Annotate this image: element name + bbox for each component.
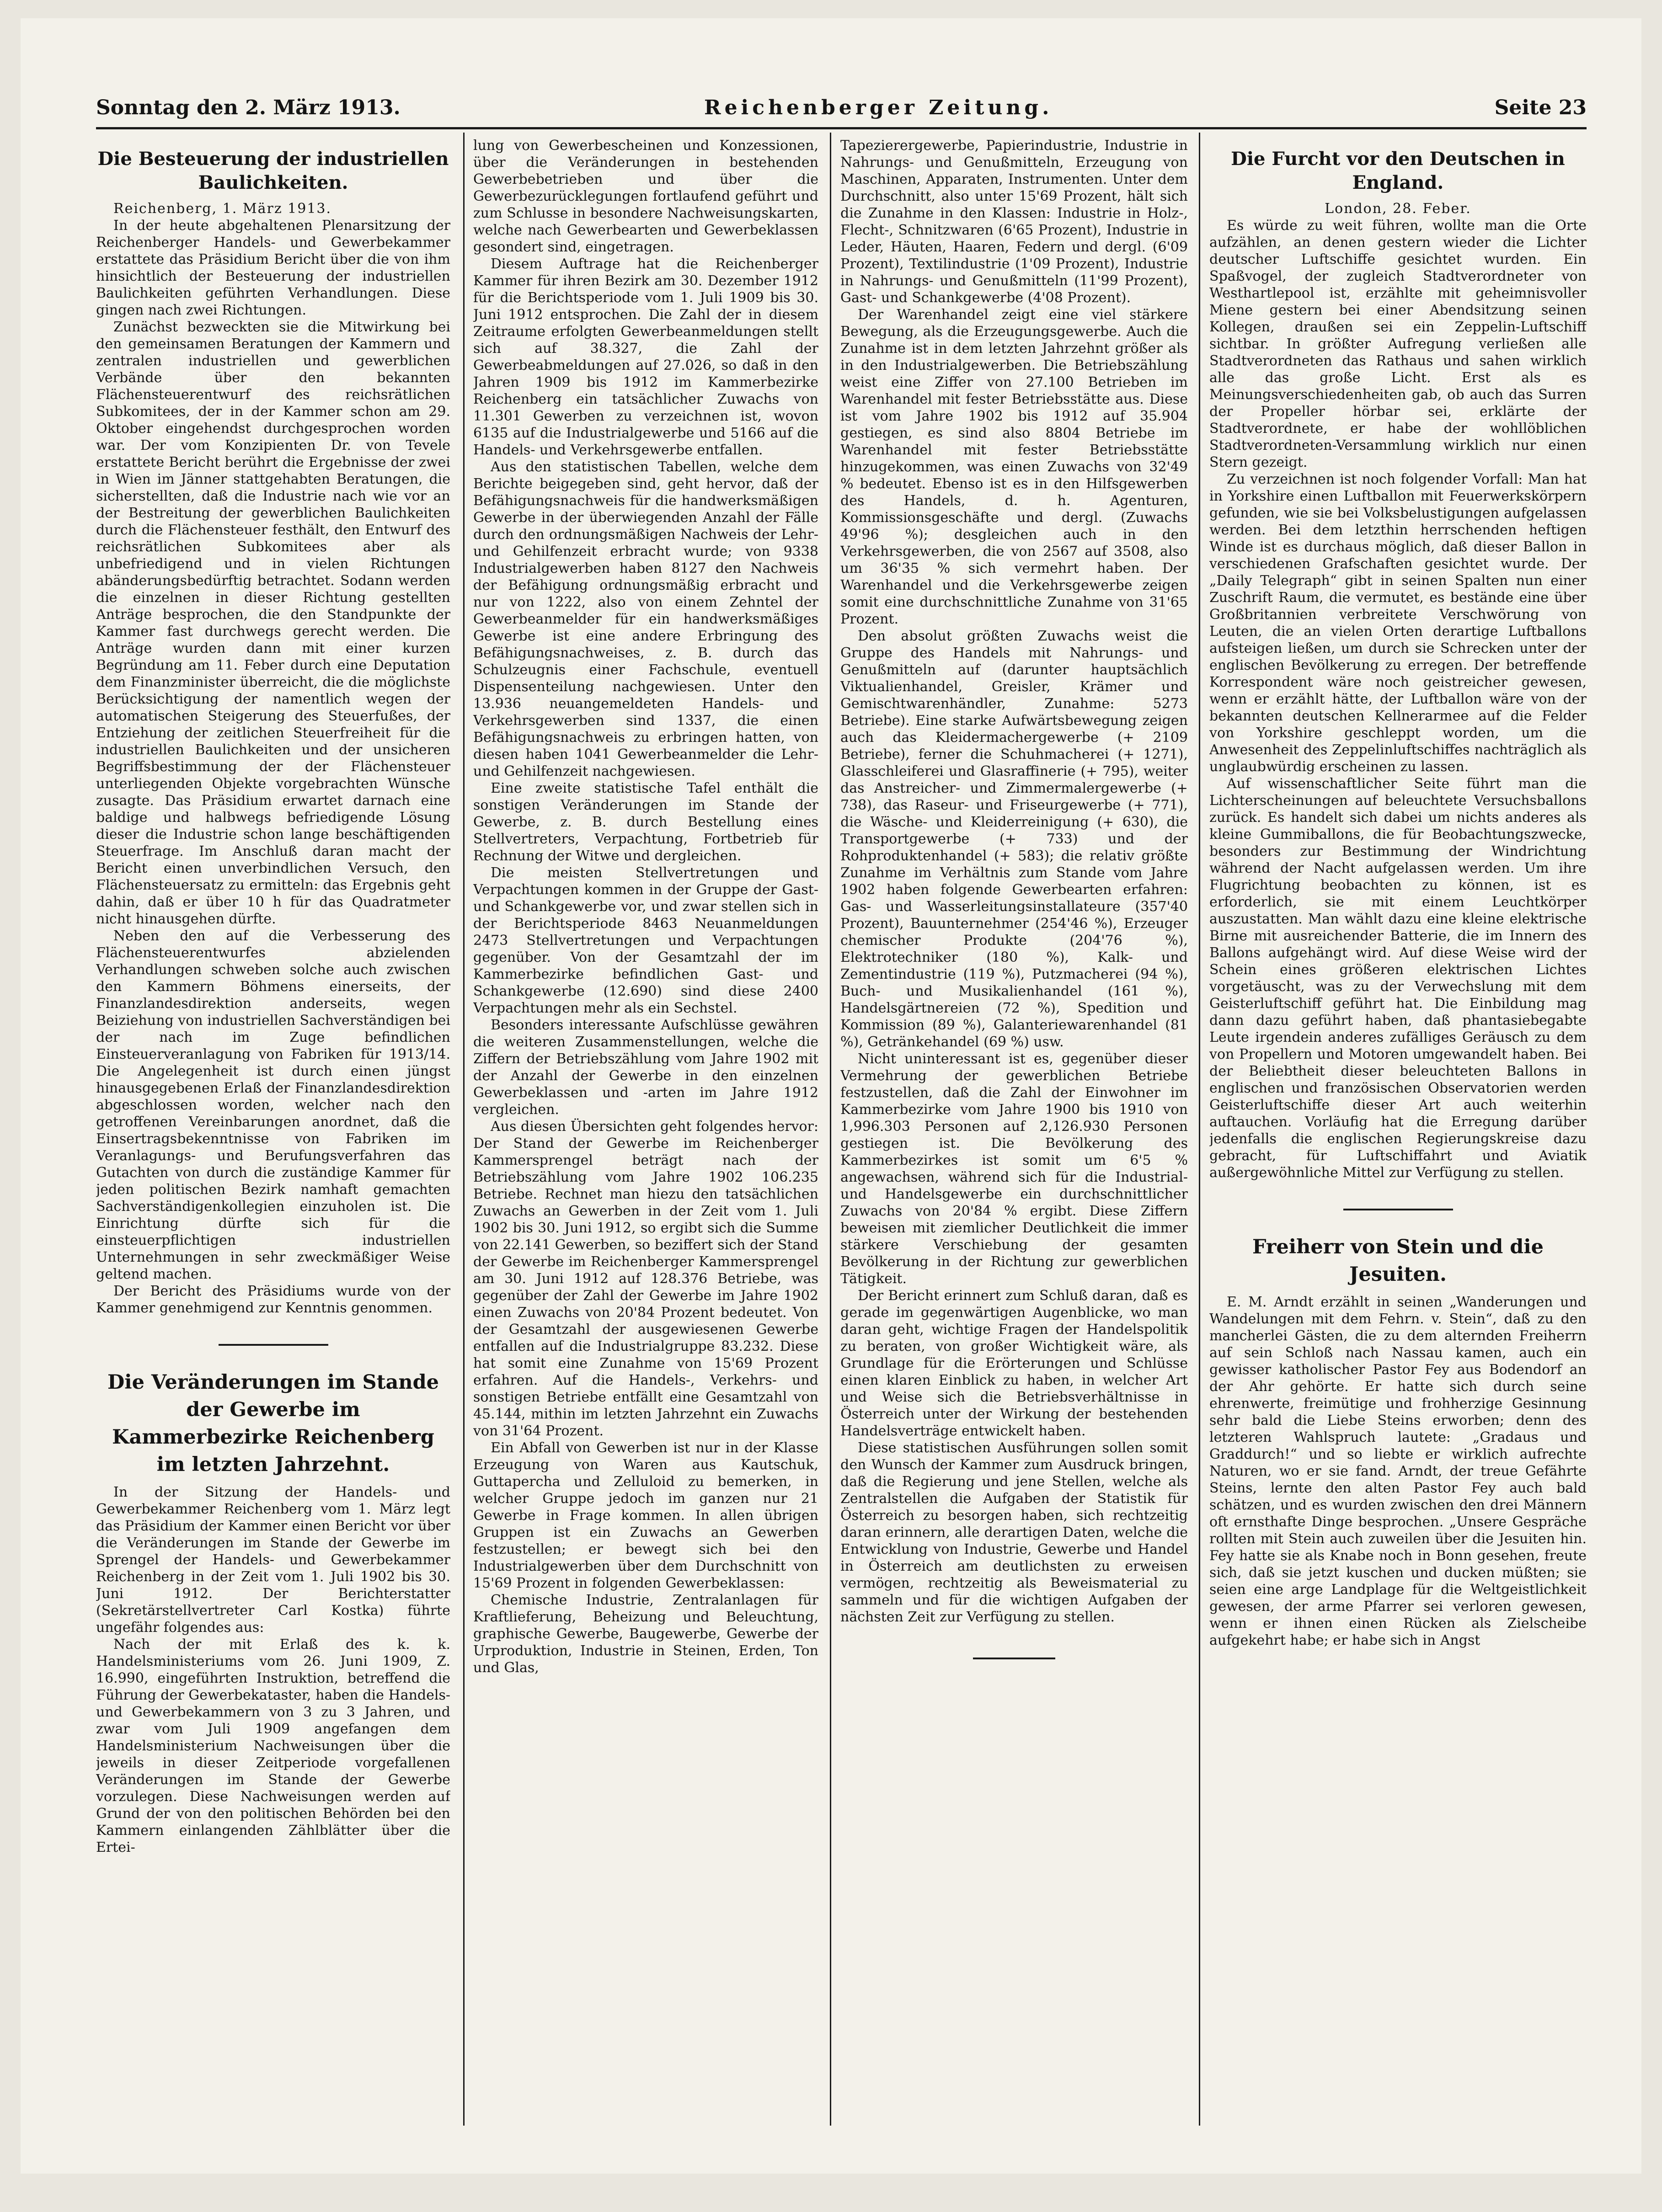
- masthead-title: Reichenberger Zeitung.: [704, 96, 1053, 119]
- article-end-rule: [973, 1658, 1055, 1659]
- article-separator: [219, 1344, 328, 1346]
- column-3: [840, 137, 1188, 2126]
- article-heading: Die Furcht vor den Deutschen in England.: [1231, 148, 1565, 193]
- article-paragraph: Der Warenhandel zeigt eine viel stärkere Bewegung, als die Erzeugungsgewerbe. Auch die Zunahme ist in dem letzten Jahrzehnt größer als in den Industrialgewerben. Die Betriebszählung weist eine Ziffer von 27.100 Betrieben im Warenhandel mit fester Betriebsstätte aus. Diese ist vom Jahre 1902 bis 1912 auf 35.904 gestiegen, es sind also 8804 Betriebe im Warenhandel mit fester Betriebsstätte hinzugekommen, was einen Zuwachs von 32'49 % bedeutet. Ebenso ist es in den Hilfsgewerben des Handels, d. h. Agenturen, Kommissionsgeschäfte und dergl. (Zuwachs 49'96 %); desgleichen auch in den Verkehrsgewerben, die von 2567 auf 3508, also um 36'35 % sich vermehrt haben. Der Warenhandel und die Verkehrsgewerbe zeigen somit eine durchschnittliche Zunahme von 31'65 Prozent.: [840, 307, 1188, 627]
- article-paragraph: Der Bericht erinnert zum Schluß daran, daß es gerade im gegenwärtigen Augenblicke, wo man daran geht, wichtige Fragen der Handelspolitik zu beraten, von großer Wichtigkeit wäre, als Grundlage für die Erörterungen und Schlüsse einen klaren Einblick zu haben, in welcher Art und Weise sich die Betriebsverhältnisse in Österreich unter der Wirkung der bestehenden Handelsverträge entwickelt haben.: [840, 1288, 1188, 1439]
- column-4: [1209, 137, 1587, 2126]
- issue-date: Sonntag den 2. März 1913.: [96, 96, 401, 119]
- article-paragraph: Aus den statistischen Tabellen, welche dem Berichte beigegeben sind, geht hervor, daß der Befähigungsnachweis für die handwerksmäßigen Gewerbe in der überwiegenden Anzahl der Fälle durch den ordnungsmäßigen Nachweis der Lehr- und Gehilfenzeit erbracht wurde; von 9338 Industrialgewerben haben 8127 den Nachweis der Befähigung ordnungsmäßig erbracht und nur von 1222, also von einem Zehntel der Gewerbeanmelder für ein handwerksmäßiges Gewerbe ist eine andere Erbringung des Befähigungsnachweises, z. B. durch das Schulzeugnis einer Fachschule, eventuell Dispensenteilung nachgewiesen. Unter den 13.936 neuangemeldeten Handels- und Verkehrsgewerben sind 1337, die einen Befähigungsnachweis zu erbringen hatten, von diesen haben 1041 Gewerbeanmelder die Lehr- und Gehilfenzeit nachgewiesen.: [473, 459, 818, 779]
- column-divider: [830, 133, 831, 2126]
- article-paragraph: In der Sitzung der Handels- und Gewerbekammer Reichenberg vom 1. März legt das Präsidium der Kammer einen Bericht vor über die Veränderungen im Stande der Gewerbe im Sprengel der Handels- und Gewerbekammer Reichenberg in der Zeit vom 1. Juli 1902 bis 30. Juni 1912. Der Berichterstatter (Sekretärstellvertreter Carl Kostka) führte ungefähr folgendes aus:: [96, 1484, 450, 1636]
- column-divider: [1199, 133, 1200, 2126]
- article-paragraph: Es würde zu weit führen, wollte man die Orte aufzählen, an denen gestern wieder die Lichter deutscher Luftschiffe gesichtet wurden. Ein Spaßvogel, der zugleich Stadtverordneter von Westhartlepool ist, erzählte mit geheimnisvoller Miene gestern bei einer Abendsitzung seinen Kollegen, draußen sei ein Zeppelin-Luftschiff sichtbar. In größter Aufregung verließen alle Stadtverordneten das Rathaus und sahen wirklich alle das große Licht. Erst als es Meinungsverschiedenheiten gab, ob auch das Surren der Propeller hörbar sei, erklärte der Stadtverordnete, er habe der wohllöblichen Stadtverordneten-Versammlung wirklich nur einen Stern gezeigt.: [1209, 218, 1587, 470]
- article-heading: Die Veränderungen im Stande der Gewerbe im Kammerbezirke Reichenberg im letzten Jahrzehnt.: [107, 1371, 439, 1476]
- article-paragraph: Eine zweite statistische Tafel enthält die sonstigen Veränderungen im Stande der Gewerbe, z. B. durch Bestellung eines Stellvertreters, Verpachtung, Fortbetrieb für Rechnung der Witwe und dergleichen.: [473, 780, 818, 864]
- article-dateline: London, 28. Feber.: [1325, 201, 1471, 217]
- article-heading: Die Besteuerung der industriellen Baulichkeiten.: [97, 148, 449, 193]
- article-paragraph: Den absolut größten Zuwachs weist die Gruppe des Handels mit Nahrungs- und Genußmitteln auf (darunter hauptsächlich Viktualienhandel, Greisler, Krämer und Gemischtwarenhändler, Zunahme: 5273 Betriebe). Eine starke Aufwärtsbewegung zeigen auch das Kleidermachergewerbe (+ 2109 Betriebe), ferner die Schuhmacherei (+ 1271), Glasschleiferei und Glasraffinerie (+ 795), weiter das Anstreicher- und Zimmermalergewerbe (+ 738), das Raseur- und Friseurgewerbe (+ 771), die Wäsche- und Kleiderreinigung (+ 630), die Transportgewerbe (+ 733) und der Rohproduktenhandel (+ 583); die relativ größte Zunahme im Verhältnis zum Stande vom Jahre 1902 haben folgende Gewerbearten erfahren: Gas- und Wasserleitungsinstallateure (357'40 Prozent), Bauunternehmer (254'46 %), Erzeuger chemischer Produkte (204'76 %), Elektrotechniker (180 %), Kalk- und Zementindustrie (119 %), Putzmacherei (94 %), Buch- und Musikalienhandel (161 %), Handelsgärtnereien (72 %), Spedition und Kommission (89 %), Galanteriewarenhandel (81 %), Getränkehandel (69 %) usw.: [840, 628, 1188, 1050]
- article-paragraph: Nach der mit Erlaß des k. k. Handelsministeriums vom 26. Juni 1909, Z. 16.990, eingeführten Instruktion, betreffend die Führung der Gewerbekataster, haben die Handels- und Gewerbekammern von 3 zu 3 Jahren, und zwar vom Juli 1909 angefangen dem Handelsministerium Nachweisungen über die jeweils in dieser Zeitperiode vorgefallenen Veränderungen im Stande der Gewerbe vorzulegen. Diese Nachweisungen werden auf Grund der von den politischen Behörden bei den Kammern einlangenden Zählblätter über die Ertei-: [96, 1636, 450, 1855]
- article-paragraph: E. M. Arndt erzählt in seinen „Wanderungen und Wandelungen mit dem Fehrn. v. Stein“, daß zu den mancherlei Gästen, die zu dem alternden Freiherrn auf sein Schloß nach Nassau kamen, auch ein gewisser katholischer Pastor Fey aus Bodendorf an der Ahr gehörte. Er hatte sich durch seine ehrenwerte, freimütige und frohherzige Gesinnung sehr bald die Liebe Steins erworben; denn des letzteren Wahlspruch lautete: „Gradaus und Graddurch!“ und so liebte er wirklich aufrechte Naturen, wo er sie fand. Arndt, der treue Gefährte Steins, lernte den alten Pastor Fey auch bald schätzen, und es wurden zwischen den drei Männern oft ernsthafte Dinge besprochen. „Unsere Gespräche rollten mit Stein auch zuweilen über die Jesuiten hin. Fey hatte sie als Knabe noch in Bonn gesehen, freute sich, daß sie jetzt kuschen und ducken müßten; sie seien eine arge Landplage für die Weltgeistlichkeit gewesen, der arme Pfarrer sei verloren gewesen, wenn er ihnen einen Rücken als Zielscheibe aufgekehrt habe; er habe sich in Angst: [1209, 1294, 1587, 1648]
- article-separator: [1343, 1209, 1453, 1210]
- column-divider: [463, 133, 465, 2126]
- article-paragraph: lung von Gewerbescheinen und Konzessionen, über die Veränderungen in bestehenden Gewerbebetrieben und über die Gewerbezurücklegungen fortlaufend geführt und zum Schlusse in besondere Nachweisungskarten, welche nach Gewerbearten und Gewerbeklassen gesondert sind, eingetragen.: [473, 138, 818, 255]
- newspaper-page: [21, 18, 1641, 2174]
- page-header: [96, 87, 1587, 126]
- header-rule: [96, 127, 1587, 129]
- article-paragraph: Aus diesen Übersichten geht folgendes hervor: Der Stand der Gewerbe im Reichenberger Kammersprengel beträgt nach der Betriebszählung vom Jahre 1902 106.235 Betriebe. Rechnet man hiezu den tatsächlichen Zuwachs an Gewerben in der Zeit vom 1. Juli 1902 bis 30. Juni 1912, so ergibt sich die Summe von 22.141 Gewerben, so beziffert sich der Stand der Gewerbe im Reichenberger Kammersprengel am 30. Juni 1912 auf 128.376 Betriebe, was gegenüber der Zahl der Gewerbe im Jahre 1902 einen Zuwachs von 20'84 Prozent bedeutet. Von der Gesamtzahl der ausgewiesenen Gewerbe entfallen auf die Industrialgruppe 83.232. Diese hat somit eine Zunahme von 15'69 Prozent erfahren. Auf die Handels-, Verkehrs- und sonstigen Betriebe entfällt eine Gesamtzahl von 45.144, mithin im letzten Jahrzehnt ein Zuwachs von 31'64 Prozent.: [473, 1119, 818, 1439]
- page-number: Seite 23: [1494, 96, 1587, 119]
- article-paragraph: Chemische Industrie, Zentralanlagen für Kraftlieferung, Beheizung und Beleuchtung, graphische Gewerbe, Baugewerbe, Gewerbe der Urproduktion, Industrie in Steinen, Erden, Ton und Glas,: [473, 1592, 818, 1676]
- article-heading: Freiherr von Stein und die Jesuiten.: [1252, 1236, 1544, 1286]
- article-paragraph: Die meisten Stellvertretungen und Verpachtungen kommen in der Gruppe der Gast- und Schankgewerbe vor, und zwar stellen sich in der Berichtsperiode 8463 Neuanmeldungen 2473 Stellvertretungen und Verpachtungen gegenüber. Von der Gesamtzahl der im Kammerbezirke befindlichen Gast- und Schankgewerbe (12.690) sind diese 2400 Verpachtungen mehr als ein Sechstel.: [473, 865, 818, 1016]
- article-paragraph: Der Bericht des Präsidiums wurde von der Kammer genehmigend zur Kenntnis genommen.: [96, 1283, 450, 1316]
- article-dateline: Reichenberg, 1. März 1913.: [113, 201, 332, 217]
- article-paragraph: Zunächst bezweckten sie die Mitwirkung bei den gemeinsamen Beratungen der Kammern und zentralen industriellen und gewerblichen Verbände über den bekannten Flächensteuerentwurf des reichsrätlichen Subkomitees, der in der Kammer schon am 29. Oktober eingehendst durchgesprochen worden war. Der vom Konzipienten Dr. von Tevele erstattete Bericht berührt die Ergebnisse der zwei in Wien im Jänner stattgehabten Beratungen, die sicherstellten, daß die Industrie nach wie vor an der Bestreitung der gewerblichen Baulichkeiten durch die Flächensteuer festhält, den Entwurf des reichsrätlichen Subkomitees aber als unbefriedigend und in vielen Richtungen abänderungsbedürftig betrachtet. Sodann werden die einzelnen in dieser Richtung gestellten Anträge besprochen, die den Standpunkte der Kammer fast durchwegs gerecht werden. Die Anträge wurden dann mit einer kurzen Begründung am 11. Feber durch eine Deputation dem Finanzminister überreicht, die die möglichste Berücksichtigung der namentlich wegen der automatischen Steigerung des Steuerfußes, der Entziehung der zeitlichen Steuerfreiheit für die industriellen Baulichkeiten und der unsicheren Begriffsbestimmung der der Flächensteuer unterliegenden Objekte vorgebrachten Wünsche zusagte. Das Präsidium erwartet darnach eine baldige und halbwegs befriedigende Lösung dieser die Industrie schon lange beschäftigenden Steuerfrage. Im Anschluß daran macht der Bericht einen unverbindlichen Versuch, den Flächensteuersatz zu ermitteln: das Ergebnis geht dahin, daß er über 10 h für das Quadratmeter nicht hinausgehen dürfte.: [96, 319, 450, 927]
- article-paragraph: Auf wissenschaftlicher Seite führt man die Lichterscheinungen auf beleuchtete Versuchsballons zurück. Es handelt sich dabei um nichts anderes als kleine Gummiballons, die für Beobachtungszwecke, besonders zur Bestimmung der Windrichtung während der Nacht aufgelassen werden. Um ihre Flugrichtung beobachten zu können, ist es erforderlich, sie mit einem Leuchtkörper auszustatten. Man wählt dazu eine kleine elektrische Birne mit ausreichender Batterie, die im Innern des Ballons aufgehängt wird. Auf diese Weise wird der Schein eines größeren elektrischen Lichtes vorgetäuscht, was zu der Verwechslung mit dem Geisterluftschiff geführt hat. Die Einbildung mag dann dazu geführt haben, daß phantasiebegabte Leute irgendein anderes zufälliges Geräusch zu dem von Propellern und Motoren umgewandelt haben. Bei der Beliebtheit dieser beleuchteten Ballons in englischen und französischen Observatorien werden Geisterluftschiffe dieser Art auch weiterhin auftauchen. Vorläufig hat die Erregung darüber jedenfalls die englischen Regierungskreise dazu gebracht, für Luftschiffahrt und Aviatik außergewöhnliche Mittel zur Verfügung zu stellen.: [1209, 776, 1587, 1181]
- article-paragraph: Ein Abfall von Gewerben ist nur in der Klasse Erzeugung von Waren aus Kautschuk, Guttapercha und Zelluloid zu bemerken, in welcher Gruppe jedoch im ganzen nur 21 Gewerbe in Frage kommen. In allen übrigen Gruppen ist ein Zuwachs an Gewerben festzustellen; er bewegt sich bei den Industrialgewerben über dem Durchschnitt von 15'69 Prozent in folgenden Gewerbeklassen:: [473, 1440, 818, 1591]
- article-paragraph: Nicht uninteressant ist es, gegenüber dieser Vermehrung der gewerblichen Betriebe festzustellen, daß die Zahl der Einwohner im Kammerbezirke vom Jahre 1900 bis 1910 von 1,996.303 Personen auf 2,126.930 Personen gestiegen ist. Die Bevölkerung des Kammerbezirkes ist somit um 6'5 % angewachsen, während sich für die Industrial- und Handelsgewerbe ein durchschnittlicher Zuwachs von 20'84 % ergibt. Diese Ziffern beweisen mit ziemlicher Deutlichkeit die immer stärkere Verschiebung der gesamten Bevölkerung in der Richtung zur gewerblichen Tätigkeit.: [840, 1051, 1188, 1287]
- article-paragraph: Tapezierergewerbe, Papierindustrie, Industrie in Nahrungs- und Genußmitteln, Erzeugung von Maschinen, Apparaten, Instrumenten. Unter dem Durchschnitt, also unter 15'69 Prozent, hält sich die Zunahme in den Klassen: Industrie in Holz-, Flecht-, Schnitzwaren (6'65 Prozent), Industrie in Leder, Häuten, Haaren, Federn und dergl. (6'09 Prozent), Textilindustrie (1'09 Prozent), Industrie in Nahrungs- und Genußmitteln (11'99 Prozent), Gast- und Schankgewerbe (4'08 Prozent).: [840, 138, 1188, 306]
- article-paragraph: Diese statistischen Ausführungen sollen somit den Wunsch der Kammer zum Ausdruck bringen, daß die Regierung und jene Stellen, welche als Zentralstellen die Aufgaben der Statistik für Österreich zu besorgen haben, sich rechtzeitig daran erinnern, alle derartigen Daten, welche die Entwicklung von Industrie, Gewerbe und Handel in Österreich am deutlichsten zu erweisen vermögen, rechtzeitig als Beweismaterial zu sammeln und für die wichtigen Aufgaben der nächsten Zeit zur Verfügung zu stellen.: [840, 1440, 1188, 1625]
- article-paragraph: Neben den auf die Verbesserung des Flächensteuerentwurfes abzielenden Verhandlungen schweben solche auch zwischen den Kammern Böhmens einerseits, der Finanzlandesdirektion anderseits, wegen Beiziehung von industriellen Sachverständigen bei der nach im Zuge befindlichen Einsteuerveranlagung von Fabriken für 1913/14. Die Angelegenheit ist durch einen jüngst hinausgegebenen Erlaß der Finanzlandesdirektion abgeschlossen worden, welcher nach den getroffenen Vereinbarungen anordnet, daß die Einsertragsbekenntnisse von Fabriken im Veranlagungs- und Berufungsverfahren das Gutachten von durch die zuständige Kammer für jeden politischen Bezirk namhaft gemachten Sachverständigenkollegien einzuholen ist. Die Einrichtung dürfte sich für die einsteuerpflichtigen industriellen Unternehmungen in sehr zweckmäßiger Weise geltend machen.: [96, 928, 450, 1282]
- column-1: [96, 137, 450, 2126]
- article-paragraph: Diesem Auftrage hat die Reichenberger Kammer für ihren Bezirk am 30. Dezember 1912 für die Berichtsperiode vom 1. Juli 1909 bis 30. Juni 1912 entsprochen. Die Zahl der in diesem Zeitraume erfolgten Gewerbeanmeldungen stellt sich auf 38.327, die Zahl der Gewerbeabmeldungen auf 27.026, so daß in den Jahren 1909 bis 1912 im Kammerbezirke Reichenberg ein tatsächlicher Zuwachs von 11.301 Gewerben zu verzeichnen ist, wovon 6135 auf die Industrialgewerbe und 5166 auf die Handels- und Verkehrsgewerbe entfallen.: [473, 256, 818, 458]
- article-paragraph: Besonders interessante Aufschlüsse gewähren die weiteren Zusammenstellungen, welche die Ziffern der Betriebszählung vom Jahre 1902 mit der Anzahl der Gewerbe in den einzelnen Gewerbeklassen und -arten im Jahre 1912 vergleichen.: [473, 1017, 818, 1118]
- article-paragraph: In der heute abgehaltenen Plenarsitzung der Reichenberger Handels- und Gewerbekammer erstattete das Präsidium Bericht über die von ihm hinsichtlich der Besteuerung der industriellen Baulichkeiten geführten Verhandlungen. Diese gingen nach zwei Richtungen.: [96, 218, 450, 318]
- column-2: [473, 137, 818, 2126]
- article-paragraph: Zu verzeichnen ist noch folgender Vorfall: Man hat in Yorkshire einen Luftballon mit Feuerwerkskörpern gefunden, wie sie bei Volksbelustigungen aufgelassen werden. Bei dem letzthin herrschenden heftigen Winde ist es durchaus möglich, daß dieser Ballon in verschiedenen Grafschaften gesichtet wurde. Der „Daily Telegraph“ gibt in seinen Spalten nun einer Zuschrift Raum, die vermutet, es bestände eine über Großbritannien verbreitete Verschwörung von Leuten, die an vielen Orten derartige Luftballons aufsteigen ließen, um durch sie Schrecken unter der englischen Bevölkerung zu erregen. Der betreffende Korrespondent wäre noch geistreicher gewesen, wenn er erzählt hätte, der Luftballon wäre von der bekannten deutschen Kellnerarmee auf die Felder von Yorkshire geschleppt worden, um die Anwesenheit des Zeppelinluftschiffes nachträglich als unglaubwürdig erscheinen zu lassen.: [1209, 471, 1587, 775]
